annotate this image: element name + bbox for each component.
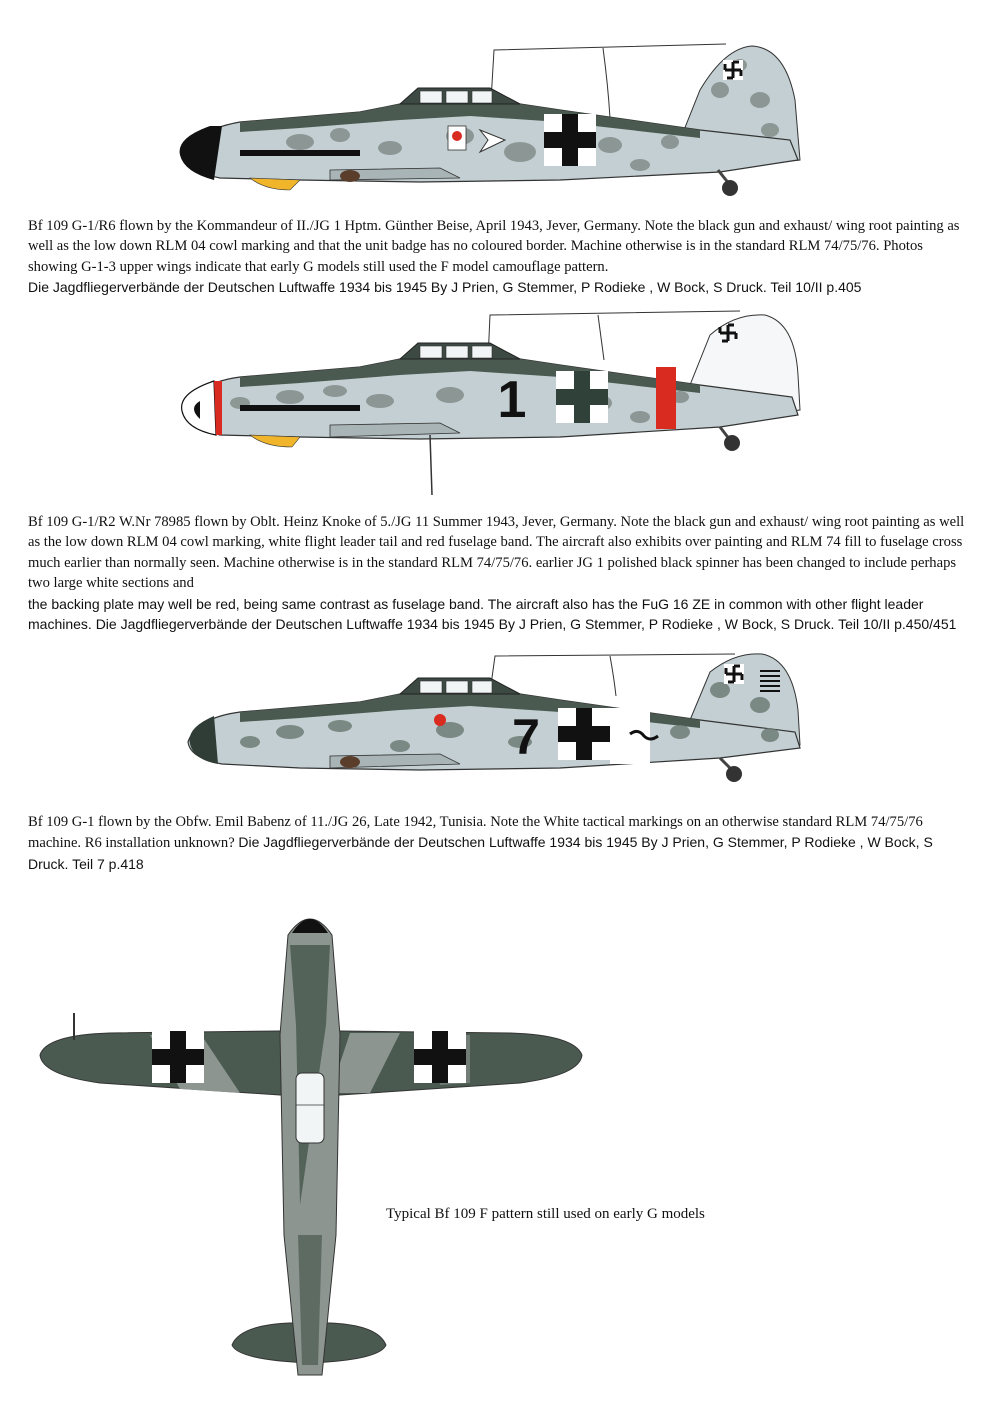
aircraft-profile-knoke xyxy=(0,305,1000,505)
caption-beise-reference: Die Jagdfliegerverbände der Deutschen Luftwaffe 1934 bis 1945 By J Prien, G Stemmer, P Rodieke , W Bock, S Druck. Teil 10/II p.405 xyxy=(28,279,862,296)
caption-beise-text: Bf 109 G-1/R6 flown by the Kommandeur of II./JG 1 Hptm. Günther Beise, April 1943, Jever, Germany. Note the black gun and exhaust/ wing root painting as well as the low down RLM 04 cowl marking and that the unit badge has no coloured border. Machine otherwise is in the standard RLM 74/75/76. Photos showing G-1-3 upper wings indicate that early G models still used the F model camouflage pattern. xyxy=(28,218,960,275)
top-view-note: Typical Bf 109 F pattern still used on early G models xyxy=(386,1206,705,1222)
aircraft-top-view xyxy=(0,905,1000,1410)
caption-knoke xyxy=(28,512,973,634)
caption-beise xyxy=(28,216,973,298)
aircraft-profile-beise xyxy=(0,30,1000,205)
aircraft-profile-babenz xyxy=(0,650,1000,800)
caption-babenz-text: Bf 109 G-1 flown by the Obfw. Emil Babenz of 11./JG 26, Late 1942, Tunisia. Note the White tactical markings on an otherwise standard RLM 74/75/76 machine. R6 installation unknown? xyxy=(28,814,923,852)
caption-babenz xyxy=(28,812,973,875)
caption-babenz-reference: Die Jagdfliegerverbände der Deutschen Luftwaffe 1934 bis 1945 By J Prien, G Stemmer, P Rodieke , W Bock, S Druck. Teil 7 p.418 xyxy=(28,834,933,872)
caption-knoke-text: Bf 109 G-1/R2 W.Nr 78985 flown by Oblt. Heinz Knoke of 5./JG 11 Summer 1943, Jever, Germany. Note the black gun and exhaust/ wing root painting as well as the low down RLM 04 cowl marking, white flight leader tail and red fuselage band. The aircraft also exhibits over painting and RLM 74 fill to fuselage cross much earlier than normally seen. Machine otherwise is in the standard RLM 74/75/76. earlier JG 1 polished black spinner has been changed to include perhaps two large white sections and xyxy=(28,514,965,592)
fuselage-code-babenz: 7 xyxy=(512,709,540,765)
fuselage-code-knoke: 1 xyxy=(497,371,527,429)
caption-knoke-reference: the backing plate may well be red, being same contrast as fuselage band. The aircraft also has the FuG 16 ZE in common with other flight leader machines. Die Jagdfliegerverbände der Deutschen Luftwaffe 1934 bis 1945 By J Prien, G Stemmer, P Rodieke , W Bock, S Druck. Teil 10/II p.450/451 xyxy=(28,595,957,633)
